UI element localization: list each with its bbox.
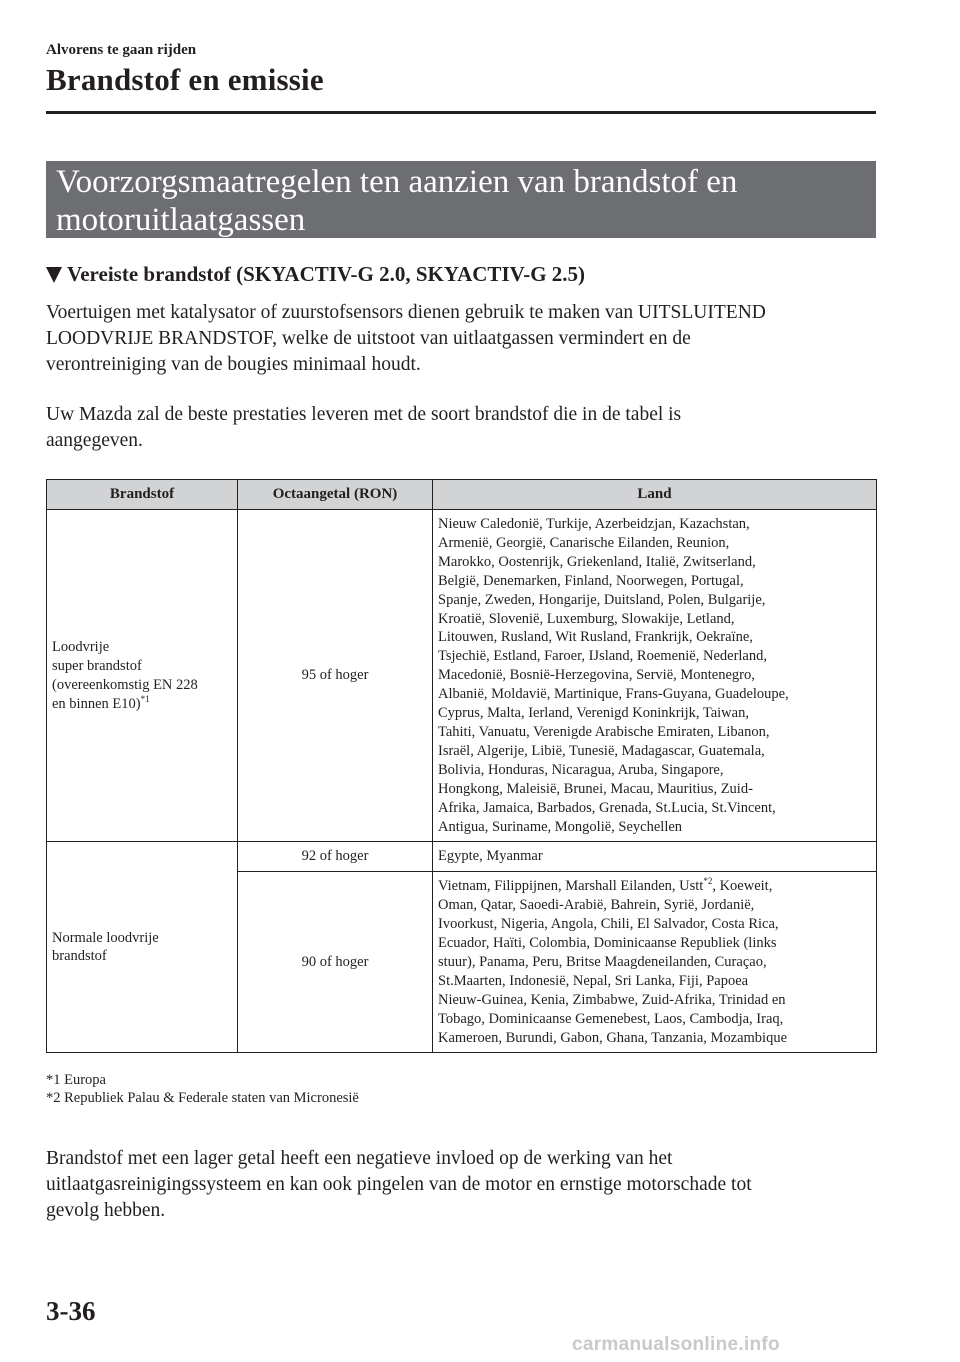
country-line: Israël, Algerije, Libië, Tunesië, Madagascar, Guatemala,	[438, 742, 765, 759]
page-number: 3-36	[46, 1296, 96, 1326]
octane-cell: 95 of hoger	[238, 510, 433, 842]
country-line: Macedonië, Bosnië-Herzegovina, Servië, Montenegro,	[438, 667, 755, 684]
country-line: Ivoorkust, Nigeria, Angola, Chili, El Salvador, Costa Rica,	[438, 916, 779, 933]
country-line: Bolivia, Honduras, Nicaragua, Aruba, Singapore,	[438, 761, 724, 778]
mazda-line: aangegeven.	[46, 430, 143, 451]
country-line: Kameroen, Burundi, Gabon, Ghana, Tanzania, Mozambique	[438, 1029, 788, 1046]
country-line: Vietnam, Filippijnen, Marshall Eilanden, Ustt	[438, 878, 704, 895]
footnote-2: *2 Republiek Palau & Federale staten van Micronesië	[46, 1090, 359, 1106]
intro-line: verontreiniging van de bougies minimaal houdt.	[46, 354, 421, 375]
mazda-paragraph	[46, 402, 886, 454]
chapter-label: Alvorens te gaan rijden	[46, 42, 197, 58]
fuel-type-cell	[47, 510, 238, 842]
section-title: Brandstof en emissie	[46, 62, 324, 97]
country-cell	[433, 510, 877, 842]
fuel-line: Normale loodvrije	[52, 929, 159, 946]
country-line: Hongkong, Maleisië, Brunei, Macau, Mauritius, Zuid-	[438, 780, 753, 797]
intro-paragraph	[46, 300, 886, 378]
closing-line: gevolg hebben.	[46, 1200, 166, 1221]
header-octane: Octaangetal (RON)	[238, 480, 433, 510]
country-line: Nieuw-Guinea, Kenia, Zimbabwe, Zuid-Afrika, Trinidad en	[438, 991, 786, 1008]
country-line: Afrika, Jamaica, Barbados, Grenada, St.Lucia, St.Vincent,	[438, 799, 776, 816]
fuel-line: brandstof	[52, 948, 107, 965]
banner-line-2: motoruitlaatgassen	[56, 202, 306, 238]
closing-line: Brandstof met een lager getal heeft een negatieve invloed op de werking van het	[46, 1148, 673, 1169]
fuel-line: Loodvrije	[52, 638, 110, 655]
watermark: carmanualsonline.info	[572, 1334, 780, 1355]
table-row	[47, 842, 877, 872]
table-header-row	[47, 480, 877, 510]
country-line: Antigua, Suriname, Mongolië, Seychellen	[438, 818, 683, 835]
country-line: stuur), Panama, Peru, Britse Maagdeneilanden, Curaçao,	[438, 953, 767, 970]
fuel-table	[46, 479, 877, 1053]
country-line: Marokko, Oostenrijk, Griekenland, Italië, Zwitserland,	[438, 553, 756, 570]
country-line: Nieuw Caledonië, Turkije, Azerbeidzjan, Kazachstan,	[438, 516, 750, 532]
header-divider	[46, 111, 876, 114]
country-line: Albanië, Moldavië, Martinique, Frans-Guyana, Guadeloupe,	[438, 686, 789, 703]
country-line: Armenië, Georgië, Canarische Eilanden, Reunion,	[438, 534, 730, 551]
country-line: Tsjechië, Estland, Faroer, IJsland, Roemenië, Nederland,	[438, 648, 767, 665]
octane-cell: 92 of hoger	[238, 842, 433, 872]
country-line: België, Denemarken, Finland, Noorwegen, Portugal,	[438, 572, 744, 589]
country-line: Ecuador, Haïti, Colombia, Dominicaanse Republiek (links	[438, 935, 777, 952]
country-line-suffix: , Koeweit,	[712, 878, 773, 895]
header-country: Land	[433, 480, 877, 510]
fuel-line: en binnen E10)	[52, 695, 141, 712]
header-fuel: Brandstof	[47, 480, 238, 510]
country-line: Spanje, Zweden, Hongarije, Duitsland, Polen, Bulgarije,	[438, 591, 766, 608]
intro-line: Voertuigen met katalysator of zuurstofsensors dienen gebruik te maken van UITSLUITEND	[46, 302, 766, 323]
triangle-down-icon	[46, 267, 62, 283]
octane-cell: 90 of hoger	[238, 872, 433, 1053]
country-cell	[433, 872, 877, 1053]
footnote-1: *1 Europa	[46, 1072, 106, 1088]
country-cell: Egypte, Myanmar	[433, 842, 877, 872]
country-line: Litouwen, Rusland, Wit Rusland, Frankrijk, Oekraïne,	[438, 629, 753, 646]
intro-line: LOODVRIJE BRANDSTOF, welke de uitstoot van uitlaatgassen vermindert en de	[46, 328, 691, 349]
topic-banner	[46, 161, 876, 238]
country-line: Kroatië, Slovenië, Luxemburg, Slowakije, Letland,	[438, 610, 735, 627]
closing-line: uitlaatgasreinigingssysteem en kan ook pingelen van de motor en ernstige motorschade tot	[46, 1174, 752, 1195]
subheading	[46, 262, 585, 287]
fuel-type-cell	[47, 842, 238, 1053]
country-line: Oman, Qatar, Saoedi-Arabië, Bahrein, Syrië, Jordanië,	[438, 897, 755, 914]
fuel-line: (overeenkomstig EN 228	[52, 676, 198, 693]
country-line: Tobago, Dominicaanse Gemenebest, Laos, Cambodja, Iraq,	[438, 1010, 784, 1027]
banner-line-1: Voorzorgsmaatregelen ten aanzien van brandstof en	[56, 164, 738, 200]
mazda-line: Uw Mazda zal de beste prestaties leveren met de soort brandstof die in de tabel is	[46, 404, 682, 425]
fuel-line: super brandstof	[52, 657, 142, 674]
country-line: Tahiti, Vanuatu, Verenigde Arabische Emiraten, Libanon,	[438, 723, 770, 740]
country-line: St.Maarten, Indonesië, Nepal, Sri Lanka, Fiji, Papoea	[438, 972, 749, 989]
subheading-text: Vereiste brandstof (SKYACTIV-G 2.0, SKYACTIV-G 2.5)	[67, 262, 586, 286]
footnote-ref: *1	[140, 693, 150, 704]
footnote-ref: *2	[703, 876, 713, 887]
table-row	[47, 510, 877, 842]
closing-paragraph	[46, 1146, 886, 1224]
country-line: Cyprus, Malta, Ierland, Verenigd Koninkrijk, Taiwan,	[438, 705, 749, 722]
footnotes	[46, 1071, 359, 1107]
